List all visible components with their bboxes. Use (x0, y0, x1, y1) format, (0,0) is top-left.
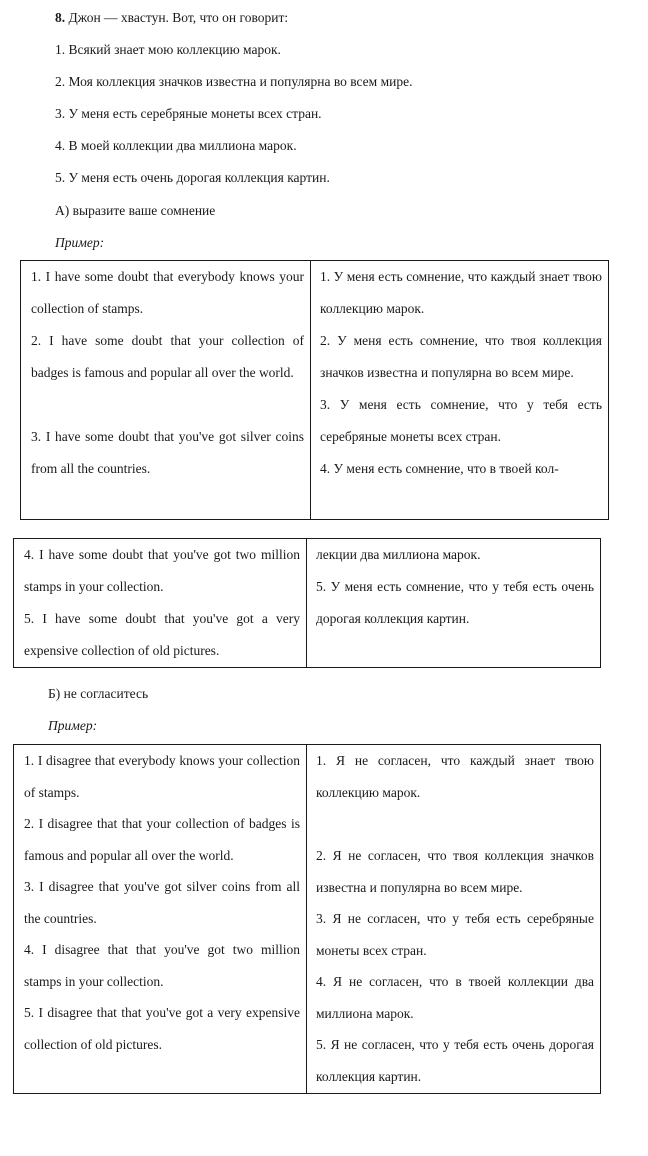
doubt-table-part-1 (20, 260, 609, 520)
doubt-russian-cell-2 (307, 539, 601, 668)
doubt-en-4: 4. I have some doubt that you've got two million stamps in your collection. (24, 547, 300, 594)
statement-4: 4. В моей коллекции два миллиона марок. (55, 138, 297, 153)
disagree-ru-3: 3. Я не согласен, что у тебя есть серебряные монеты всех стран. (316, 911, 594, 958)
disagree-ru-1: 1. Я не согласен, что каждый знает твою коллекцию марок. (316, 753, 594, 800)
doubt-en-3: 3. I have some doubt that you've got silver coins from all the countries. (31, 429, 304, 476)
doubt-ru-1: 1. У меня есть сомнение, что каждый знает твою коллекцию марок. (320, 269, 602, 316)
disagree-en-3: 3. I disagree that you've got silver coins from all the countries. (24, 879, 300, 926)
disagree-table (13, 744, 601, 1094)
part-a-example-label: Пример: (55, 235, 105, 250)
disagree-ru-2: 2. Я не согласен, что твоя коллекция значков известна и популярна во всем мире. (316, 848, 594, 895)
disagree-en-1: 1. I disagree that everybody knows your collection of stamps. (24, 753, 300, 800)
doubt-table-part-2 (13, 538, 601, 668)
statement-2: 2. Моя коллекция значков известна и популярна во всем мире. (55, 74, 413, 89)
statement-5: 5. У меня есть очень дорогая коллекция картин. (55, 170, 330, 185)
task-title (55, 9, 288, 27)
statement-1: 1. Всякий знает мою коллекцию марок. (55, 42, 281, 57)
part-b-example-label: Пример: (48, 718, 98, 733)
statement-3: 3. У меня есть серебряные монеты всех стран. (55, 106, 322, 121)
disagree-ru-5: 5. Я не согласен, что у тебя есть очень дорогая коллекция картин. (316, 1037, 594, 1084)
task-number: 8. (55, 10, 66, 25)
doubt-ru-3: 3. У меня есть сомнение, что у тебя есть серебряные монеты всех стран. (320, 397, 602, 444)
part-b-heading: Б) не согласитесь (48, 686, 149, 701)
disagree-en-2: 2. I disagree that that your collection of badges is famous and popular all over the world. (24, 816, 300, 863)
doubt-ru-4-cont: лекции два миллиона марок. (316, 547, 481, 562)
disagree-en-4: 4. I disagree that that you've got two million stamps in your collection. (24, 942, 300, 989)
doubt-ru-5: 5. У меня есть сомнение, что у тебя есть очень дорогая коллекция картин. (316, 579, 594, 626)
doubt-en-1: 1. I have some doubt that everybody knows your collection of stamps. (31, 269, 304, 316)
part-a-heading: А) выразите ваше сомнение (55, 203, 216, 218)
doubt-ru-4: 4. У меня есть сомнение, что в твоей кол- (320, 461, 559, 476)
doubt-ru-2: 2. У меня есть сомнение, что твоя коллекция значков известна и популярна во всем мире. (320, 333, 602, 380)
disagree-russian-cell (307, 745, 601, 1094)
doubt-en-5: 5. I have some doubt that you've got a very expensive collection of old pictures. (24, 611, 300, 658)
doubt-en-2: 2. I have some doubt that your collection of badges is famous and popular all over the world. (31, 333, 304, 380)
doubt-english-cell-2 (14, 539, 307, 668)
doubt-english-cell (21, 261, 311, 520)
disagree-ru-4: 4. Я не согласен, что в твоей коллекции два миллиона марок. (316, 974, 594, 1021)
disagree-en-5: 5. I disagree that that you've got a very expensive collection of old pictures. (24, 1005, 300, 1052)
task-title-text: Джон — хвастун. Вот, что он говорит: (68, 10, 289, 25)
disagree-english-cell (14, 745, 307, 1094)
doubt-russian-cell (311, 261, 609, 520)
